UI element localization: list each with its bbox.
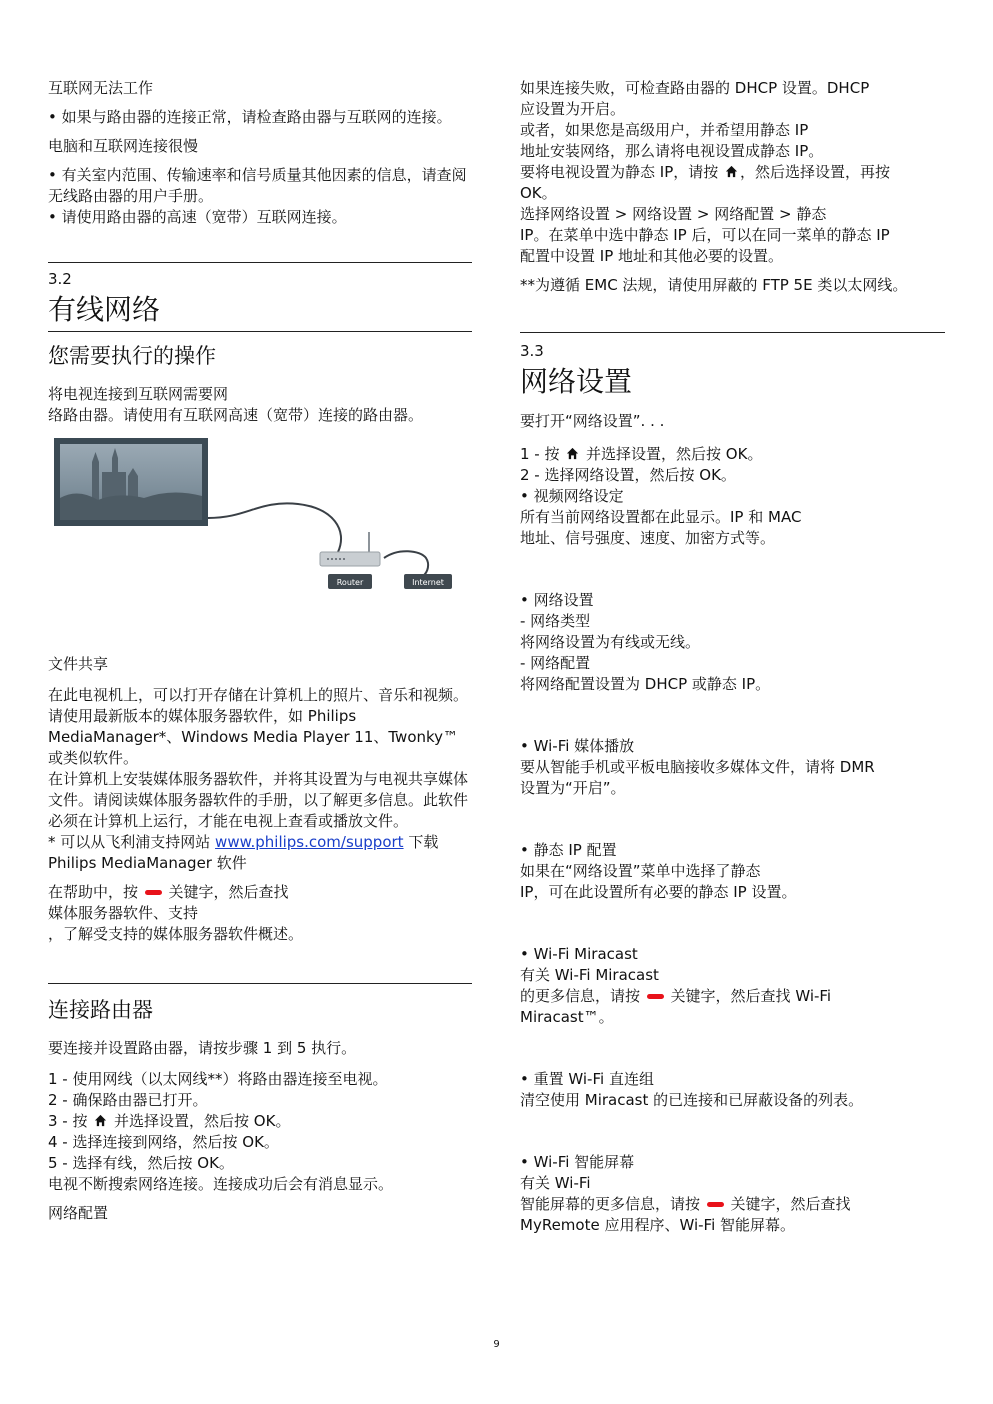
static-text-post: ，然后选择设置，再按	[740, 163, 891, 181]
open-network-settings: 要打开“网络设置”. . .	[520, 412, 665, 430]
step1-text-post: 并选择设置，然后按 OK。	[581, 445, 763, 463]
network-diagram-illustration	[48, 434, 472, 624]
smart-screen-desc-1: 有关 Wi-Fi	[520, 1174, 591, 1192]
section-rule	[48, 262, 472, 263]
advanced-line-1: 或者，如果您是高级用户，并希望用静态 IP	[520, 121, 809, 139]
file-share-title: 文件共享	[48, 655, 109, 673]
miracast-desc-3: Miracast™。	[520, 1008, 614, 1026]
network-settings-bullet: • 网络设置	[520, 591, 594, 609]
right-column	[520, 78, 945, 1236]
miracast-text-post: 关键字，然后查找 Wi-Fi	[665, 987, 832, 1005]
section-number: 3.2	[48, 270, 72, 288]
home-icon	[566, 447, 579, 460]
miracast-text-pre: 的更多信息，请按	[520, 987, 645, 1005]
subsection-rule	[48, 331, 472, 332]
philips-support-link[interactable]: www.philips.com/support	[215, 833, 404, 851]
smart-screen-bullet: • Wi-Fi 智能屏幕	[520, 1153, 635, 1171]
view-settings-desc-2: 地址、信号强度、速度、加密方式等。	[520, 529, 776, 547]
network-type-item: - 网络类型	[520, 612, 591, 630]
dhcp-line-2: 应设置为开启。	[520, 100, 626, 118]
miracast-desc-2	[520, 986, 945, 1007]
page-number: 9	[493, 1339, 500, 1350]
settings-step-1	[520, 444, 945, 465]
help-line-2: 媒体服务器软件、支持	[48, 904, 199, 922]
file-share-download	[48, 832, 472, 874]
emc-note: **为遵循 EMC 法规，请使用屏蔽的 FTP 5E 类以太网线。	[520, 276, 908, 294]
router-step-5: 5 - 选择有线，然后按 OK。	[48, 1154, 234, 1172]
network-config-desc: 将网络配置设置为 DHCP 或静态 IP。	[520, 675, 771, 693]
section-title: 有线网络	[48, 293, 161, 326]
section-number: 3.3	[520, 342, 544, 360]
home-icon	[725, 165, 738, 178]
section-title: 网络设置	[520, 365, 633, 398]
connect-router-intro: 要连接并设置路由器，请按步骤 1 到 5 执行。	[48, 1039, 357, 1057]
static-ip-desc-1: 如果在“网络设置”菜单中选择了静态	[520, 862, 761, 880]
router-step-3	[48, 1111, 472, 1132]
step1-text-pre: 1 - 按	[520, 445, 565, 463]
step3-text-post: 并选择设置，然后按 OK。	[109, 1112, 291, 1130]
section-rule	[520, 332, 945, 333]
router-step-2: 2 - 确保路由器已打开。	[48, 1091, 208, 1109]
home-icon	[94, 1114, 107, 1127]
advanced-line-2: 地址安装网络，那么请将电视设置成静态 IP。	[520, 142, 824, 160]
left-column	[48, 78, 472, 1232]
net-config-title: 网络配置	[48, 1204, 109, 1222]
miracast-desc-1: 有关 Wi-Fi Miracast	[520, 966, 659, 984]
internet-fail-title: 互联网无法工作	[48, 79, 154, 97]
slow-bullet-2: • 请使用路由器的高速（宽带）互联网连接。	[48, 208, 347, 226]
miracast-bullet: • Wi-Fi Miracast	[520, 945, 638, 963]
help-line-3: ，了解受支持的媒体服务器软件概述。	[48, 925, 304, 943]
internet-label: Internet	[412, 578, 444, 587]
dhcp-line-1: 如果连接失败，可检查路由器的 DHCP 设置。DHCP	[520, 79, 870, 97]
step3-text-pre: 3 - 按	[48, 1112, 93, 1130]
static-ok: OK。	[520, 184, 557, 202]
red-key-icon	[647, 994, 664, 999]
help-text-mid: 关键字，然后查找	[163, 883, 289, 901]
router-step-4: 4 - 选择连接到网络，然后按 OK。	[48, 1133, 279, 1151]
router-antenna	[368, 532, 370, 554]
file-share-para-1: 在此电视机上，可以打开存储在计算机上的照片、音乐和视频。请使用最新版本的媒体服务器软件，如 Philips MediaManager*、Windows Media Player 11、Twonky™ 或类似软件。	[48, 686, 469, 767]
view-settings-bullet: • 视频网络设定	[520, 487, 624, 505]
router-result: 电视不断搜索网络连接。连接成功后会有消息显示。	[48, 1175, 394, 1193]
wifi-media-desc-1: 要从智能手机或平板电脑接收多媒体文件，请将 DMR	[520, 758, 875, 776]
download-text-pre: * 可以从飞利浦支持网站	[48, 833, 216, 851]
subsection-title: 您需要执行的操作	[48, 344, 216, 368]
static-ip-desc-2: IP，可在此设置所有必要的静态 IP 设置。	[520, 883, 797, 901]
smart-screen-desc-3: MyRemote 应用程序、Wi-Fi 智能屏幕。	[520, 1216, 796, 1234]
internet-fail-bullet: • 如果与路由器的连接正常，请检查路由器与互联网的连接。	[48, 108, 452, 126]
static-instruction	[520, 162, 945, 183]
ethernet-cable	[208, 503, 341, 552]
smart-text-post: 关键字，然后查找	[725, 1195, 851, 1213]
help-line-1	[48, 882, 472, 903]
wifi-media-bullet: • Wi-Fi 媒体播放	[520, 737, 635, 755]
ip-menu-line-1: IP。在菜单中选中静态 IP 后，可以在同一菜单的静态 IP	[520, 226, 890, 244]
file-share-para-2: 在计算机上安装媒体服务器软件，并将其设置为与电视共享媒体文件。请阅读媒体服务器软件的手册，以了解更多信息。此软件必须在计算机上运行，才能在电视上查看或播放文件。	[48, 770, 469, 830]
select-path: 选择网络设置 > 网络设置 > 网络配置 > 静态	[520, 205, 827, 223]
reset-wifi-direct-desc: 清空使用 Miracast 的已连接和已屏蔽设备的列表。	[520, 1091, 864, 1109]
smart-text-pre: 智能屏幕的更多信息，请按	[520, 1195, 705, 1213]
smart-screen-desc-2	[520, 1194, 945, 1215]
slow-title: 电脑和互联网连接很慢	[48, 137, 199, 155]
network-type-desc: 将网络设置为有线或无线。	[520, 633, 701, 651]
ip-menu-line-2: 配置中设置 IP 地址和其他必要的设置。	[520, 247, 784, 265]
tv-router-diagram	[48, 434, 472, 624]
static-text-pre: 要将电视设置为静态 IP，请按	[520, 163, 724, 181]
slow-bullet-1: • 有关室内范围、传输速率和信号质量其他因素的信息，请查阅无线路由器的用户手册。	[48, 166, 467, 205]
view-settings-desc-1: 所有当前网络设置都在此显示。IP 和 MAC	[520, 508, 802, 526]
red-key-icon	[145, 890, 162, 895]
settings-step-2: 2 - 选择网络设置，然后按 OK。	[520, 466, 736, 484]
router-step-1: 1 - 使用网线（以太网线**）将路由器连接至电视。	[48, 1070, 388, 1088]
router-label: Router	[336, 578, 364, 587]
internet-cable	[384, 551, 428, 576]
wifi-media-desc-2: 设置为“开启”。	[520, 779, 626, 797]
reset-wifi-direct-bullet: • 重置 Wi-Fi 直连组	[520, 1070, 654, 1088]
intro-line-1: 将电视连接到互联网需要网	[48, 385, 229, 403]
help-text-pre: 在帮助中，按	[48, 883, 143, 901]
download-text-post: 下载 Philips MediaManager 软件	[48, 833, 439, 872]
static-ip-bullet: • 静态 IP 配置	[520, 841, 617, 859]
network-config-item: - 网络配置	[520, 654, 591, 672]
intro-line-2: 络路由器。请使用有互联网高速（宽带）连接的路由器。	[48, 406, 424, 424]
connect-router-title: 连接路由器	[48, 998, 153, 1022]
red-key-icon	[707, 1202, 724, 1207]
subsection-rule	[48, 983, 472, 984]
